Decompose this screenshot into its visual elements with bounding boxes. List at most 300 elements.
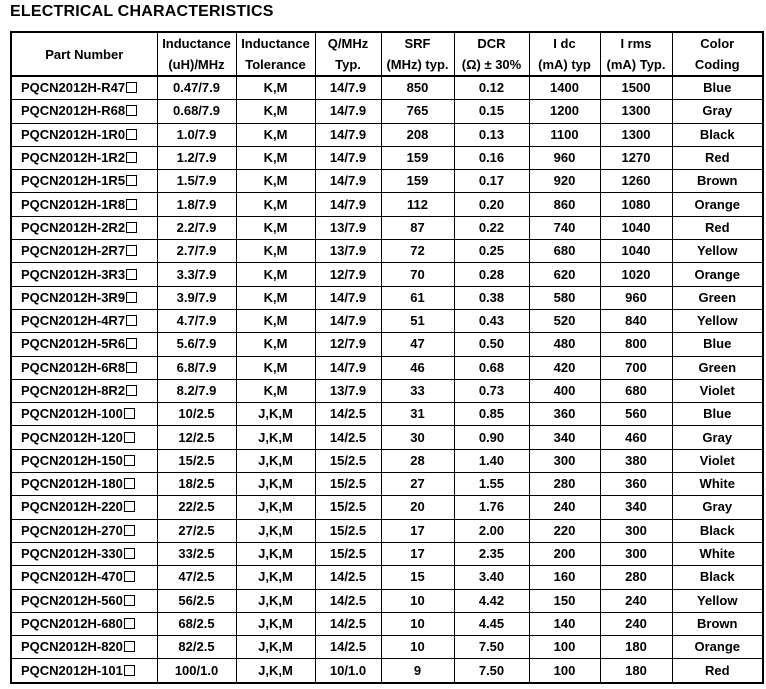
cell-idc: 740 <box>529 216 600 239</box>
cell-color-coding: Violet <box>672 379 763 402</box>
cell-irms: 360 <box>600 473 672 496</box>
table-row <box>11 566 763 589</box>
cell-idc: 240 <box>529 496 600 519</box>
cell-dcr: 1.55 <box>454 473 529 496</box>
header-irms: I rms (mA) Typ. <box>600 32 672 76</box>
cell-srf: 10 <box>381 612 454 635</box>
cell-dcr: 0.90 <box>454 426 529 449</box>
cell-q: 14/7.9 <box>315 76 381 100</box>
cell-color-coding: Yellow <box>672 309 763 332</box>
cell-srf: 31 <box>381 403 454 426</box>
cell-tolerance: K,M <box>236 309 315 332</box>
header-dcr: DCR (Ω) ± 30% <box>454 32 529 76</box>
header-row <box>11 32 763 76</box>
cell-irms: 560 <box>600 403 672 426</box>
cell-srf: 112 <box>381 193 454 216</box>
cell-dcr: 0.43 <box>454 309 529 332</box>
cell-srf: 17 <box>381 519 454 542</box>
checkbox-placeholder-icon <box>126 245 137 256</box>
cell-srf: 159 <box>381 146 454 169</box>
cell-tolerance: K,M <box>236 286 315 309</box>
cell-irms: 700 <box>600 356 672 379</box>
cell-inductance: 1.8/7.9 <box>157 193 236 216</box>
cell-q: 15/2.5 <box>315 473 381 496</box>
part-number-text: PQCN2012H-5R6 <box>21 336 126 352</box>
cell-irms: 300 <box>600 542 672 565</box>
header-inductance: Inductance (uH)/MHz <box>157 32 236 76</box>
cell-idc: 200 <box>529 542 600 565</box>
table-row <box>11 193 763 216</box>
table-row <box>11 612 763 635</box>
cell-tolerance: J,K,M <box>236 542 315 565</box>
cell-inductance: 15/2.5 <box>157 449 236 472</box>
part-number-text: PQCN2012H-4R7 <box>21 313 126 329</box>
cell-q: 14/7.9 <box>315 193 381 216</box>
table-row <box>11 263 763 286</box>
cell-irms: 340 <box>600 496 672 519</box>
part-number-text: PQCN2012H-2R7 <box>21 243 126 259</box>
part-number-text: PQCN2012H-120 <box>21 429 123 445</box>
cell-q: 13/7.9 <box>315 379 381 402</box>
part-number-text: PQCN2012H-150 <box>21 452 123 468</box>
page-title: ELECTRICAL CHARACTERISTICS <box>10 3 274 20</box>
part-number-text: PQCN2012H-680 <box>21 615 123 631</box>
cell-idc: 160 <box>529 566 600 589</box>
cell-idc: 680 <box>529 240 600 263</box>
cell-inductance: 56/2.5 <box>157 589 236 612</box>
electrical-characteristics-table <box>10 31 764 684</box>
part-number-text: PQCN2012H-1R5 <box>21 173 126 189</box>
table-row <box>11 100 763 123</box>
cell-idc: 220 <box>529 519 600 542</box>
cell-idc: 620 <box>529 263 600 286</box>
cell-dcr: 0.50 <box>454 333 529 356</box>
checkbox-placeholder-icon <box>126 105 137 116</box>
cell-q: 14/7.9 <box>315 146 381 169</box>
cell-srf: 159 <box>381 170 454 193</box>
cell-idc: 280 <box>529 473 600 496</box>
cell-part-number <box>11 309 157 332</box>
cell-color-coding: Violet <box>672 449 763 472</box>
cell-inductance: 22/2.5 <box>157 496 236 519</box>
cell-tolerance: J,K,M <box>236 403 315 426</box>
table-row <box>11 519 763 542</box>
checkbox-placeholder-icon <box>124 641 135 652</box>
cell-tolerance: K,M <box>236 216 315 239</box>
cell-idc: 1400 <box>529 76 600 100</box>
cell-color-coding: Red <box>672 216 763 239</box>
table-row <box>11 356 763 379</box>
cell-color-coding: Yellow <box>672 240 763 263</box>
cell-srf: 15 <box>381 566 454 589</box>
cell-irms: 280 <box>600 566 672 589</box>
cell-part-number <box>11 379 157 402</box>
table-row <box>11 473 763 496</box>
cell-q: 15/2.5 <box>315 449 381 472</box>
cell-srf: 33 <box>381 379 454 402</box>
cell-part-number <box>11 286 157 309</box>
cell-dcr: 0.73 <box>454 379 529 402</box>
cell-irms: 180 <box>600 659 672 683</box>
cell-q: 14/2.5 <box>315 589 381 612</box>
checkbox-placeholder-icon <box>126 338 137 349</box>
table-row <box>11 379 763 402</box>
cell-color-coding: Gray <box>672 426 763 449</box>
table-row <box>11 240 763 263</box>
cell-part-number <box>11 612 157 635</box>
cell-color-coding: Brown <box>672 170 763 193</box>
cell-dcr: 0.28 <box>454 263 529 286</box>
part-number-text: PQCN2012H-1R8 <box>21 196 126 212</box>
cell-tolerance: K,M <box>236 356 315 379</box>
cell-inductance: 82/2.5 <box>157 636 236 659</box>
table-row <box>11 286 763 309</box>
checkbox-placeholder-icon <box>124 455 135 466</box>
checkbox-placeholder-icon <box>126 129 137 140</box>
cell-srf: 47 <box>381 333 454 356</box>
table-row <box>11 426 763 449</box>
part-number-text: PQCN2012H-220 <box>21 499 123 515</box>
cell-color-coding: White <box>672 473 763 496</box>
cell-idc: 100 <box>529 636 600 659</box>
cell-tolerance: J,K,M <box>236 589 315 612</box>
cell-srf: 51 <box>381 309 454 332</box>
cell-tolerance: J,K,M <box>236 496 315 519</box>
cell-dcr: 2.35 <box>454 542 529 565</box>
cell-inductance: 3.9/7.9 <box>157 286 236 309</box>
cell-irms: 1040 <box>600 216 672 239</box>
checkbox-placeholder-icon <box>126 362 137 373</box>
cell-irms: 1300 <box>600 123 672 146</box>
cell-q: 12/7.9 <box>315 263 381 286</box>
cell-color-coding: Gray <box>672 100 763 123</box>
cell-irms: 1040 <box>600 240 672 263</box>
cell-srf: 10 <box>381 589 454 612</box>
cell-dcr: 0.17 <box>454 170 529 193</box>
cell-color-coding: Gray <box>672 496 763 519</box>
cell-tolerance: K,M <box>236 123 315 146</box>
cell-dcr: 0.15 <box>454 100 529 123</box>
cell-tolerance: J,K,M <box>236 449 315 472</box>
cell-q: 14/7.9 <box>315 100 381 123</box>
part-number-text: PQCN2012H-6R8 <box>21 359 126 375</box>
cell-tolerance: K,M <box>236 263 315 286</box>
cell-part-number <box>11 76 157 100</box>
table-row <box>11 542 763 565</box>
cell-irms: 1300 <box>600 100 672 123</box>
table-body <box>11 76 763 683</box>
cell-part-number <box>11 193 157 216</box>
cell-srf: 28 <box>381 449 454 472</box>
table-row <box>11 496 763 519</box>
cell-irms: 240 <box>600 612 672 635</box>
cell-part-number <box>11 123 157 146</box>
cell-srf: 70 <box>381 263 454 286</box>
checkbox-placeholder-icon <box>124 478 135 489</box>
cell-part-number <box>11 100 157 123</box>
checkbox-placeholder-icon <box>126 175 137 186</box>
cell-inductance: 12/2.5 <box>157 426 236 449</box>
checkbox-placeholder-icon <box>124 525 135 536</box>
cell-q: 14/7.9 <box>315 170 381 193</box>
cell-inductance: 68/2.5 <box>157 612 236 635</box>
cell-q: 14/7.9 <box>315 309 381 332</box>
cell-idc: 520 <box>529 309 600 332</box>
cell-tolerance: K,M <box>236 240 315 263</box>
cell-dcr: 0.85 <box>454 403 529 426</box>
cell-inductance: 1.0/7.9 <box>157 123 236 146</box>
cell-srf: 850 <box>381 76 454 100</box>
cell-idc: 300 <box>529 449 600 472</box>
cell-irms: 1260 <box>600 170 672 193</box>
checkbox-placeholder-icon <box>126 385 137 396</box>
cell-part-number <box>11 589 157 612</box>
cell-inductance: 18/2.5 <box>157 473 236 496</box>
cell-inductance: 3.3/7.9 <box>157 263 236 286</box>
part-number-text: PQCN2012H-1R0 <box>21 126 126 142</box>
cell-tolerance: K,M <box>236 379 315 402</box>
cell-irms: 840 <box>600 309 672 332</box>
checkbox-placeholder-icon <box>126 292 137 303</box>
part-number-text: PQCN2012H-R68 <box>21 103 126 119</box>
cell-srf: 72 <box>381 240 454 263</box>
table-row <box>11 146 763 169</box>
cell-color-coding: Blue <box>672 76 763 100</box>
cell-q: 15/2.5 <box>315 542 381 565</box>
cell-tolerance: K,M <box>236 170 315 193</box>
cell-idc: 480 <box>529 333 600 356</box>
part-number-text: PQCN2012H-100 <box>21 406 123 422</box>
cell-inductance: 1.2/7.9 <box>157 146 236 169</box>
cell-idc: 100 <box>529 659 600 683</box>
cell-dcr: 0.25 <box>454 240 529 263</box>
cell-q: 10/1.0 <box>315 659 381 683</box>
cell-q: 14/7.9 <box>315 356 381 379</box>
cell-irms: 960 <box>600 286 672 309</box>
part-number-text: PQCN2012H-8R2 <box>21 383 126 398</box>
cell-irms: 460 <box>600 426 672 449</box>
table-row <box>11 403 763 426</box>
header-color-coding: Color Coding <box>672 32 763 76</box>
cell-tolerance: K,M <box>236 193 315 216</box>
cell-inductance: 100/1.0 <box>157 659 236 683</box>
cell-srf: 20 <box>381 496 454 519</box>
cell-idc: 400 <box>529 379 600 402</box>
part-number-text: PQCN2012H-180 <box>21 476 123 492</box>
header-srf: SRF (MHz) typ. <box>381 32 454 76</box>
cell-part-number <box>11 216 157 239</box>
cell-tolerance: J,K,M <box>236 473 315 496</box>
cell-srf: 61 <box>381 286 454 309</box>
cell-idc: 340 <box>529 426 600 449</box>
cell-irms: 300 <box>600 519 672 542</box>
cell-tolerance: J,K,M <box>236 636 315 659</box>
cell-srf: 30 <box>381 426 454 449</box>
cell-irms: 1080 <box>600 193 672 216</box>
cell-part-number <box>11 426 157 449</box>
cell-dcr: 0.12 <box>454 76 529 100</box>
table-row <box>11 309 763 332</box>
cell-color-coding: Yellow <box>672 589 763 612</box>
cell-tolerance: J,K,M <box>236 519 315 542</box>
cell-inductance: 47/2.5 <box>157 566 236 589</box>
part-number-text: PQCN2012H-330 <box>21 546 123 562</box>
cell-inductance: 2.7/7.9 <box>157 240 236 263</box>
cell-srf: 87 <box>381 216 454 239</box>
cell-tolerance: K,M <box>236 146 315 169</box>
cell-idc: 420 <box>529 356 600 379</box>
cell-color-coding: Blue <box>672 333 763 356</box>
cell-tolerance: J,K,M <box>236 566 315 589</box>
cell-color-coding: Black <box>672 566 763 589</box>
cell-color-coding: Black <box>672 123 763 146</box>
cell-tolerance: K,M <box>236 333 315 356</box>
cell-tolerance: J,K,M <box>236 659 315 683</box>
cell-inductance: 6.8/7.9 <box>157 356 236 379</box>
checkbox-placeholder-icon <box>126 222 137 233</box>
checkbox-placeholder-icon <box>124 618 135 629</box>
cell-color-coding: Red <box>672 659 763 683</box>
cell-inductance: 0.47/7.9 <box>157 76 236 100</box>
cell-idc: 580 <box>529 286 600 309</box>
cell-q: 15/2.5 <box>315 496 381 519</box>
cell-q: 13/7.9 <box>315 216 381 239</box>
cell-q: 12/7.9 <box>315 333 381 356</box>
cell-irms: 1020 <box>600 263 672 286</box>
header-q: Q/MHz Typ. <box>315 32 381 76</box>
table-row <box>11 216 763 239</box>
cell-inductance: 4.7/7.9 <box>157 309 236 332</box>
cell-color-coding: White <box>672 542 763 565</box>
cell-irms: 800 <box>600 333 672 356</box>
checkbox-placeholder-icon <box>126 315 137 326</box>
cell-tolerance: K,M <box>236 76 315 100</box>
checkbox-placeholder-icon <box>124 665 135 676</box>
part-number-text: PQCN2012H-101 <box>21 662 123 678</box>
cell-q: 14/2.5 <box>315 426 381 449</box>
cell-part-number <box>11 519 157 542</box>
part-number-text: PQCN2012H-470 <box>21 569 123 585</box>
checkbox-placeholder-icon <box>126 82 137 93</box>
header-idc: I dc (mA) typ <box>529 32 600 76</box>
cell-idc: 1100 <box>529 123 600 146</box>
header-part-number: Part Number <box>11 32 157 76</box>
cell-part-number <box>11 333 157 356</box>
cell-inductance: 27/2.5 <box>157 519 236 542</box>
cell-idc: 150 <box>529 589 600 612</box>
cell-q: 15/2.5 <box>315 519 381 542</box>
cell-part-number <box>11 146 157 169</box>
cell-irms: 1500 <box>600 76 672 100</box>
cell-part-number <box>11 356 157 379</box>
cell-part-number <box>11 403 157 426</box>
cell-dcr: 0.20 <box>454 193 529 216</box>
cell-part-number <box>11 170 157 193</box>
cell-srf: 17 <box>381 542 454 565</box>
cell-part-number <box>11 496 157 519</box>
cell-dcr: 4.45 <box>454 612 529 635</box>
part-number-text: PQCN2012H-820 <box>21 639 123 655</box>
cell-idc: 360 <box>529 403 600 426</box>
header-tolerance: Inductance Tolerance <box>236 32 315 76</box>
cell-inductance: 8.2/7.9 <box>157 379 236 402</box>
cell-tolerance: J,K,M <box>236 426 315 449</box>
cell-srf: 208 <box>381 123 454 146</box>
cell-part-number <box>11 449 157 472</box>
cell-dcr: 1.40 <box>454 449 529 472</box>
cell-tolerance: K,M <box>236 100 315 123</box>
cell-color-coding: Blue <box>672 403 763 426</box>
cell-color-coding: Brown <box>672 612 763 635</box>
cell-dcr: 0.38 <box>454 286 529 309</box>
table-row <box>11 170 763 193</box>
cell-part-number <box>11 240 157 263</box>
cell-q: 14/2.5 <box>315 636 381 659</box>
cell-inductance: 1.5/7.9 <box>157 170 236 193</box>
part-number-text: PQCN2012H-270 <box>21 522 123 538</box>
cell-inductance: 2.2/7.9 <box>157 216 236 239</box>
cell-irms: 240 <box>600 589 672 612</box>
cell-srf: 27 <box>381 473 454 496</box>
cell-dcr: 7.50 <box>454 636 529 659</box>
cell-dcr: 7.50 <box>454 659 529 683</box>
part-number-text: PQCN2012H-560 <box>21 592 123 608</box>
cell-inductance: 33/2.5 <box>157 542 236 565</box>
checkbox-placeholder-icon <box>126 199 137 210</box>
checkbox-placeholder-icon <box>124 548 135 559</box>
table-row <box>11 449 763 472</box>
cell-irms: 180 <box>600 636 672 659</box>
cell-dcr: 1.76 <box>454 496 529 519</box>
cell-part-number <box>11 636 157 659</box>
cell-dcr: 4.42 <box>454 589 529 612</box>
cell-tolerance: J,K,M <box>236 612 315 635</box>
cell-idc: 1200 <box>529 100 600 123</box>
cell-color-coding: Black <box>672 519 763 542</box>
cell-idc: 960 <box>529 146 600 169</box>
cell-srf: 9 <box>381 659 454 683</box>
checkbox-placeholder-icon <box>124 432 135 443</box>
table-row <box>11 636 763 659</box>
checkbox-placeholder-icon <box>124 595 135 606</box>
part-number-text: PQCN2012H-3R3 <box>21 266 126 282</box>
cell-dcr: 0.68 <box>454 356 529 379</box>
cell-irms: 1270 <box>600 146 672 169</box>
cell-part-number <box>11 263 157 286</box>
cell-inductance: 5.6/7.9 <box>157 333 236 356</box>
checkbox-placeholder-icon <box>124 501 135 512</box>
cell-q: 14/2.5 <box>315 612 381 635</box>
cell-idc: 920 <box>529 170 600 193</box>
cell-q: 14/2.5 <box>315 403 381 426</box>
cell-q: 13/7.9 <box>315 240 381 263</box>
table-row <box>11 659 763 683</box>
cell-dcr: 0.22 <box>454 216 529 239</box>
checkbox-placeholder-icon <box>124 408 135 419</box>
cell-idc: 140 <box>529 612 600 635</box>
cell-part-number <box>11 473 157 496</box>
cell-inductance: 10/2.5 <box>157 403 236 426</box>
cell-dcr: 0.16 <box>454 146 529 169</box>
cell-part-number <box>11 659 157 683</box>
cell-color-coding: Green <box>672 286 763 309</box>
cell-srf: 46 <box>381 356 454 379</box>
cell-color-coding: Orange <box>672 636 763 659</box>
part-number-text: PQCN2012H-2R2 <box>21 219 126 235</box>
cell-q: 14/2.5 <box>315 566 381 589</box>
cell-irms: 380 <box>600 449 672 472</box>
cell-srf: 10 <box>381 636 454 659</box>
